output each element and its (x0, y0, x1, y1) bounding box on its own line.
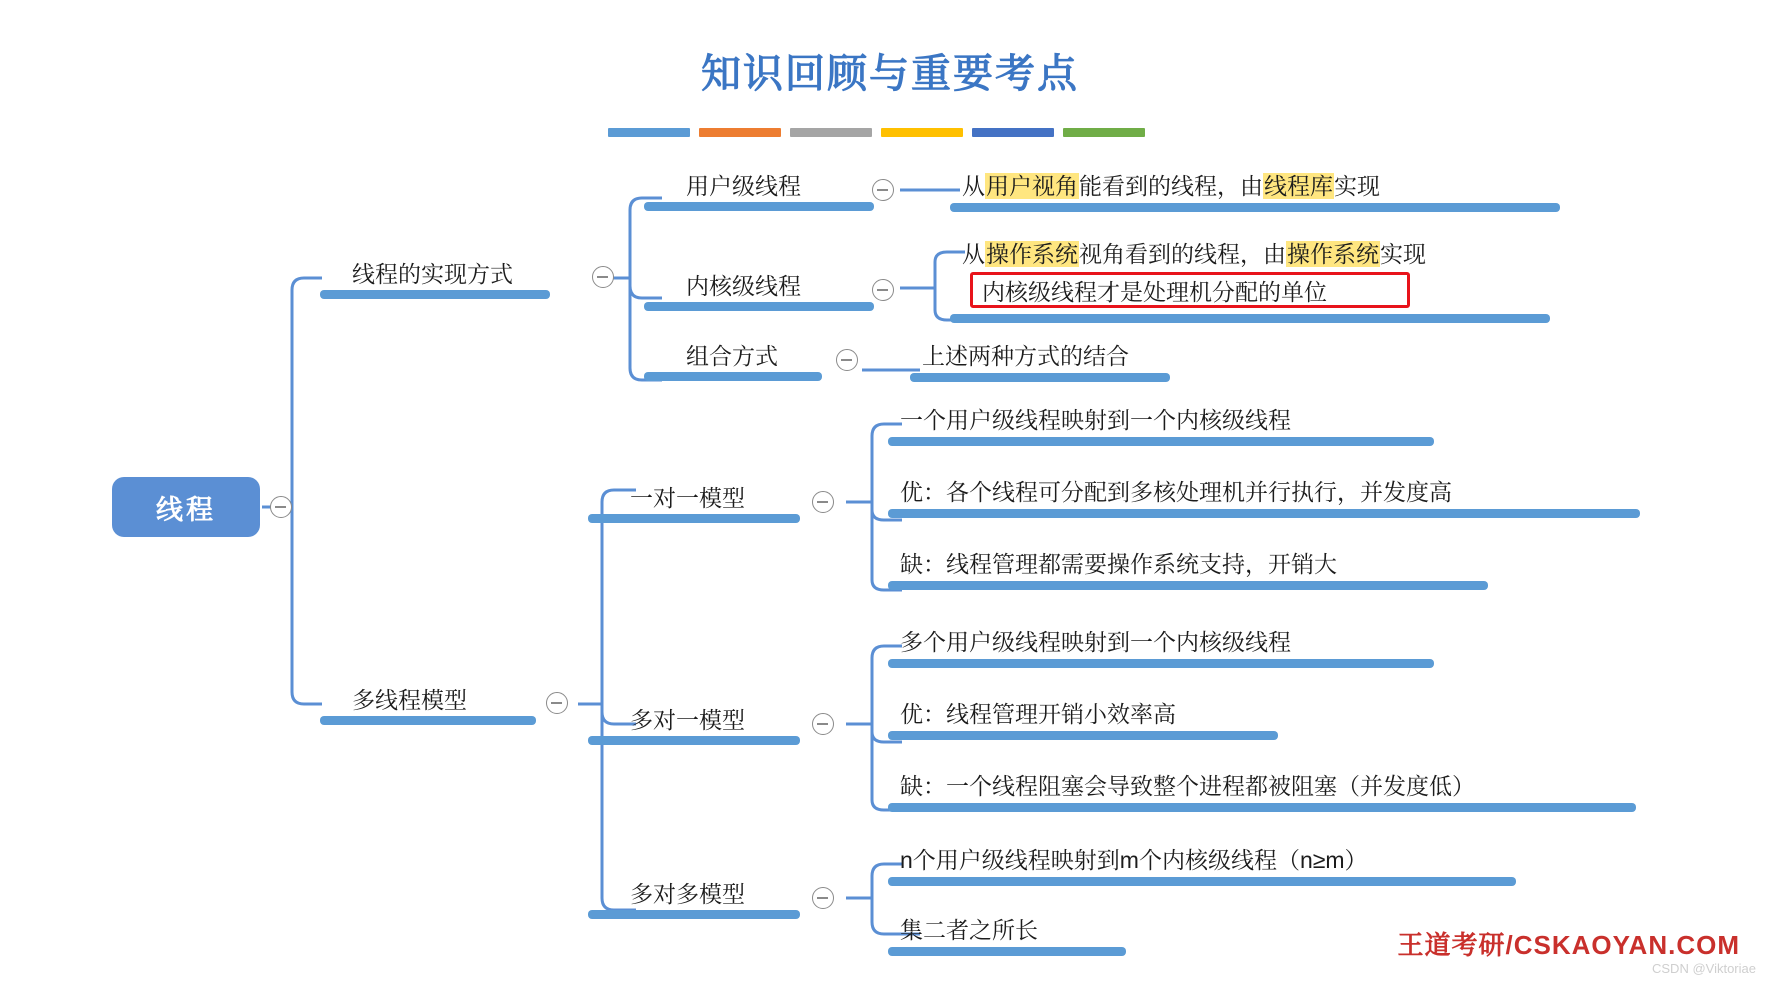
collapse-toggle-many-to-many-model[interactable] (812, 887, 834, 909)
detail-underline (950, 203, 1560, 212)
collapse-toggle-many-to-one-model[interactable] (812, 713, 834, 735)
highlight-os-impl: 操作系统 (1287, 241, 1379, 267)
item-one-to-one-3: 缺：线程管理都需要操作系统支持，开销大 (898, 550, 1339, 579)
node-label: 多对多模型 (630, 881, 745, 907)
highlight-os-perspective: 操作系统 (986, 241, 1078, 267)
item-underline (888, 509, 1640, 518)
item-one-to-one-2: 优：各个线程可分配到多核处理机并行执行，并发度高 (898, 478, 1454, 507)
watermark-main: 王道考研/CSKAOYAN.COM (1397, 930, 1740, 960)
collapse-toggle-impl-methods[interactable] (592, 266, 614, 288)
page-title: 知识回顾与重要考点 (701, 51, 1079, 96)
node-label: 内核级线程 (686, 273, 801, 299)
node-label: 多对一模型 (630, 707, 745, 733)
color-swatch-strip (608, 128, 1145, 137)
node-underline (320, 290, 550, 299)
node-impl-methods[interactable] (350, 260, 515, 289)
detail-user-level-thread: 从用户视角能看到的线程，由线程库实现 (960, 172, 1382, 201)
root-label: 线程 (156, 494, 216, 525)
item-many-to-one-2: 优：线程管理开销小效率高 (898, 700, 1178, 729)
detail-kernel-level-thread: 从操作系统视角看到的线程，由操作系统实现 (962, 241, 1426, 267)
collapse-toggle-user-level-thread[interactable] (872, 179, 894, 201)
item-many-to-one-3: 缺：一个线程阻塞会导致整个进程都被阻塞（并发度低） (898, 772, 1477, 801)
collapse-toggle-multithread-models[interactable] (546, 692, 568, 714)
swatch-1 (608, 128, 690, 137)
swatch-4 (881, 128, 963, 137)
node-label: 用户级线程 (686, 173, 801, 199)
node-user-level-thread[interactable] (684, 172, 803, 201)
item-one-to-one-1: 一个用户级线程映射到一个内核级线程 (898, 406, 1293, 435)
detail-combined-method: 上述两种方式的结合 (920, 342, 1131, 371)
node-label: 一对一模型 (630, 485, 745, 511)
swatch-2 (699, 128, 781, 137)
item-underline (888, 581, 1488, 590)
item-underline (888, 437, 1434, 446)
root-node[interactable] (112, 477, 260, 537)
item-underline (888, 803, 1636, 812)
highlight-user-perspective: 用户视角 (986, 173, 1078, 199)
collapse-toggle-root[interactable] (270, 496, 292, 518)
detail-underline (910, 373, 1170, 382)
node-many-to-one-model[interactable] (628, 706, 747, 735)
detail-underline (950, 314, 1550, 323)
node-kernel-level-thread[interactable] (684, 272, 803, 301)
node-underline (588, 910, 800, 919)
detail-kernel-level-thread-note: 内核级线程才是处理机分配的单位 (980, 278, 1329, 307)
swatch-3 (790, 128, 872, 137)
node-multithread-models[interactable] (350, 686, 469, 715)
node-underline (588, 736, 800, 745)
node-underline (644, 302, 874, 311)
node-underline (644, 372, 822, 381)
node-combined-method[interactable] (684, 342, 780, 371)
emphasis-box-kernel-thread-note (970, 272, 1410, 308)
node-underline (644, 202, 874, 211)
item-many-to-many-2: 集二者之所长 (898, 916, 1040, 945)
item-underline (888, 731, 1278, 740)
item-underline (888, 877, 1516, 886)
node-one-to-one-model[interactable] (628, 484, 747, 513)
collapse-toggle-combined-method[interactable] (836, 349, 858, 371)
highlight-thread-library: 线程库 (1264, 173, 1333, 199)
node-label: 线程的实现方式 (352, 261, 513, 287)
item-underline (888, 659, 1434, 668)
swatch-6 (1063, 128, 1145, 137)
node-underline (588, 514, 800, 523)
item-underline (888, 947, 1126, 956)
watermark-faint: CSDN @Viktoriae (1652, 961, 1756, 976)
node-many-to-many-model[interactable] (628, 880, 747, 909)
collapse-toggle-one-to-one-model[interactable] (812, 491, 834, 513)
item-many-to-many-1: n个用户级线程映射到m个内核级线程（n≥m） (898, 846, 1370, 875)
swatch-5 (972, 128, 1054, 137)
node-underline (320, 716, 536, 725)
collapse-toggle-kernel-level-thread[interactable] (872, 279, 894, 301)
item-many-to-one-1: 多个用户级线程映射到一个内核级线程 (898, 628, 1293, 657)
node-label: 组合方式 (686, 343, 778, 369)
node-label: 多线程模型 (352, 687, 467, 713)
